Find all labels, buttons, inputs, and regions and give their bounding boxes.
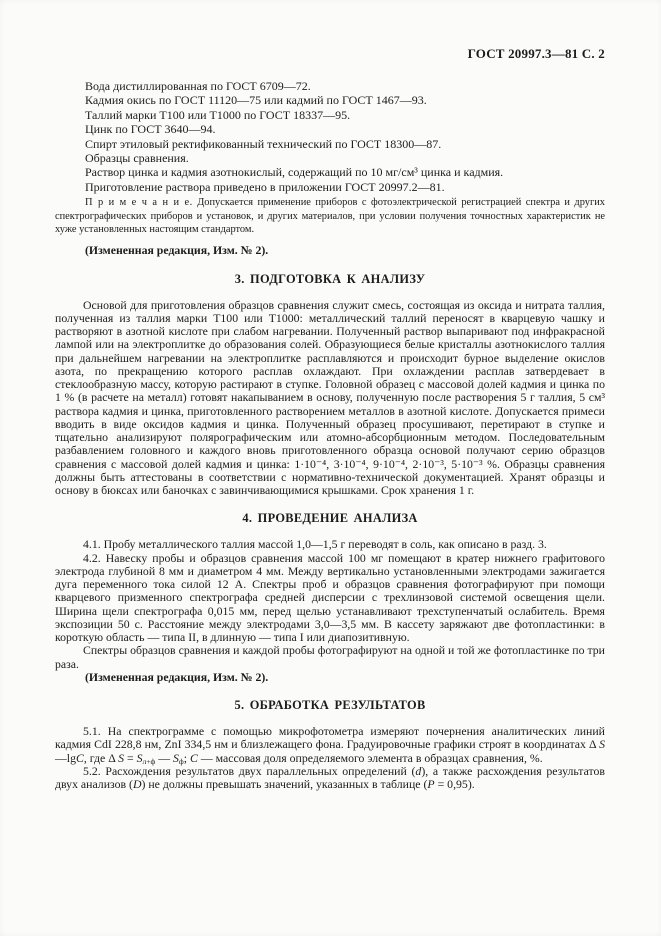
para-4-1: 4.1. Пробу металлического таллия массой 1,0—1,5 г переводят в соль, как описано в разд. 3.	[83, 537, 547, 552]
para-5-1-text: 5.1. На спектрограмме с помощью микрофотометра измеряют почернения аналитических линий кадмия CdI 228,8 нм, ZnI 334,5 нм и близлежащего фона. Градуировочные графики строят в координатах Δ	[55, 724, 605, 752]
para-5-2-text: 5.2. Расхождения результатов двух параллельных определений (	[83, 763, 416, 778]
reagent-item: Вода дистиллированная по ГОСТ 6709—72.	[85, 79, 311, 93]
section-4-title: 4. ПРОВЕДЕНИЕ АНАЛИЗА	[242, 511, 418, 526]
variable-S: S	[173, 750, 179, 765]
variable-S: S	[136, 750, 143, 765]
section-3-paragraph: Основой для приготовления образцов сравнения служит смесь, состоящая из оксида и нитрата таллия, полученная из таллия марки Т100 или Т1000: металлический таллий переносят в кварцевую чашку и растворяют в азотной кислоте при слабом нагревании. Полученный раствор выпаривают под инфракрасной лампой или на электроплитке до образования солей. Образующиеся белые кристаллы азотнокислого таллия при дальнейшем нагревании на электроплитке расплавляются и происходит бурное выделение окислов азота, по прекращению которого расплав охлаждают. При охлаждении расплав затвердевает в стеклообразную массу, которую растирают в ступке. Головной образец с массовой долей кадмия и цинка по 1 % (в расчете на металл) готовят накапыванием в основу, полученную после растворения 5 г таллия, 5 см³ раствора кадмия и цинка, приготовленного растворением металлов в азотной кислоте. Допускается примеси вводить в виде оксидов кадмия и цинка. Полученный образец просушивают, перетирают в ступке и тщательно анализируют полярографическим или атомно-абсорбционным методом. Последовательным разбавлением головного и каждого вновь приготовленного образца основой получают серию образцов сравнения с массовой долей кадмия и цинка: 1·10⁻⁴, 3·10⁻⁴, 9·10⁻⁴, 2·10⁻³, 5·10⁻³ %. Образцы сравнения должны быть аттестованы в соответствии с нормативно-технической документацией. Хранят образцы и основу в бюксах или баночках с завинчивающимися крышками. Срок хранения 1 г.	[55, 297, 605, 498]
section-3-title: 3. ПОДГОТОВКА К АНАЛИЗУ	[234, 271, 426, 286]
variable-S: S	[118, 750, 124, 765]
reagent-item: Цинк по ГОСТ 3640—94.	[85, 122, 216, 137]
variable-D: D	[132, 777, 142, 792]
para-5-2: 5.2. Расхождения результатов двух параллельных определений (d), а также расхождения результатов двух анализов (D) не должны превышать значений, указанных в таблице (P = 0,95).	[55, 763, 605, 792]
section-5-title: 5. ОБРАБОТКА РЕЗУЛЬТАТОВ	[234, 698, 426, 713]
reagent-list	[55, 79, 605, 194]
variable-C: C	[190, 750, 198, 765]
variable-P: P	[427, 777, 435, 792]
amendment-note: (Измененная редакция, Изм. № 2).	[85, 243, 269, 258]
variable-S: S	[599, 737, 605, 752]
note-paragraph	[55, 196, 605, 236]
note-label: П р и м е ч а н и е.	[85, 197, 193, 209]
subscript-line-plus-background: л+ф	[142, 756, 156, 766]
doc-reference-header: ГОСТ 20997.3—81 С. 2	[467, 46, 605, 61]
reagent-item: Кадмия окись по ГОСТ 11120—75 или кадмий по ГОСТ 1467—93.	[85, 93, 427, 108]
reagent-item: Раствор цинка и кадмия азотнокислый, содержащий по 10 мг/см³ цинка и кадмия.	[85, 165, 504, 180]
variable-d: d	[415, 763, 422, 778]
variable-C: C	[75, 750, 84, 765]
subscript-background: ф	[178, 756, 184, 766]
para-4-2: 4.2. Навеску пробы и образцов сравнения массой 100 мг помещают в кратер нижнего графитового электрода глубиной 8 мм и диаметром 4 мм. Между вертикально установленными электродами зажигается дуга переменного тока силой 12 А. Спектры проб и образцов сравнения фотографируют при помощи кварцевого призменного спектрографа средней дисперсии с трехлинзовой системой освещения щели. Ширина щели спектрографа 0,015 мм, перед щелью устанавливают трехступенчатый ослабитель. Время экспозиции 50 с. Расстояние между электродами 3,0—3,5 мм. В кассету заряжают две фотопластинки: в короткую область — типа II, в длинную — типа I или диапозитивную.	[55, 550, 605, 645]
note-text: Допускается применение приборов с фотоэлектрической регистрацией спектра и других спектрографических приборов и установок, и других материалов, при условии получения точностных характеристик не хуже установленных настоящим стандартом.	[55, 197, 605, 236]
reagent-item: Спирт этиловый ректификованный технический по ГОСТ 18300—87.	[85, 136, 442, 151]
reagent-item: Таллий марки Т100 или Т1000 по ГОСТ 18337—95.	[85, 107, 351, 122]
page-content	[55, 47, 605, 791]
para-5-1: 5.1. На спектрограмме с помощью микрофотометра измеряют почернения аналитических линий кадмия CdI 228,8 нм, ZnI 334,5 нм и близлежащего фона. Градуировочные графики строят в координатах Δ S—lgC, где Δ $S = S_{л+ф}$ — $S_ф$; C — массовая доля определяемого элемента в образцах сравнения, %.	[55, 724, 605, 766]
amendment-note: (Измененная редакция, Изм. № 2).	[85, 669, 269, 684]
reagent-item: Приготовление раствора приведено в приложении ГОСТ 20997.2—81.	[85, 179, 445, 194]
reagent-item: Образцы сравнения.	[85, 151, 189, 166]
para-4-2-continued: Спектры образцов сравнения и каждой пробы фотографируют на одной и той же фотопластинке по три раза.	[55, 643, 605, 671]
